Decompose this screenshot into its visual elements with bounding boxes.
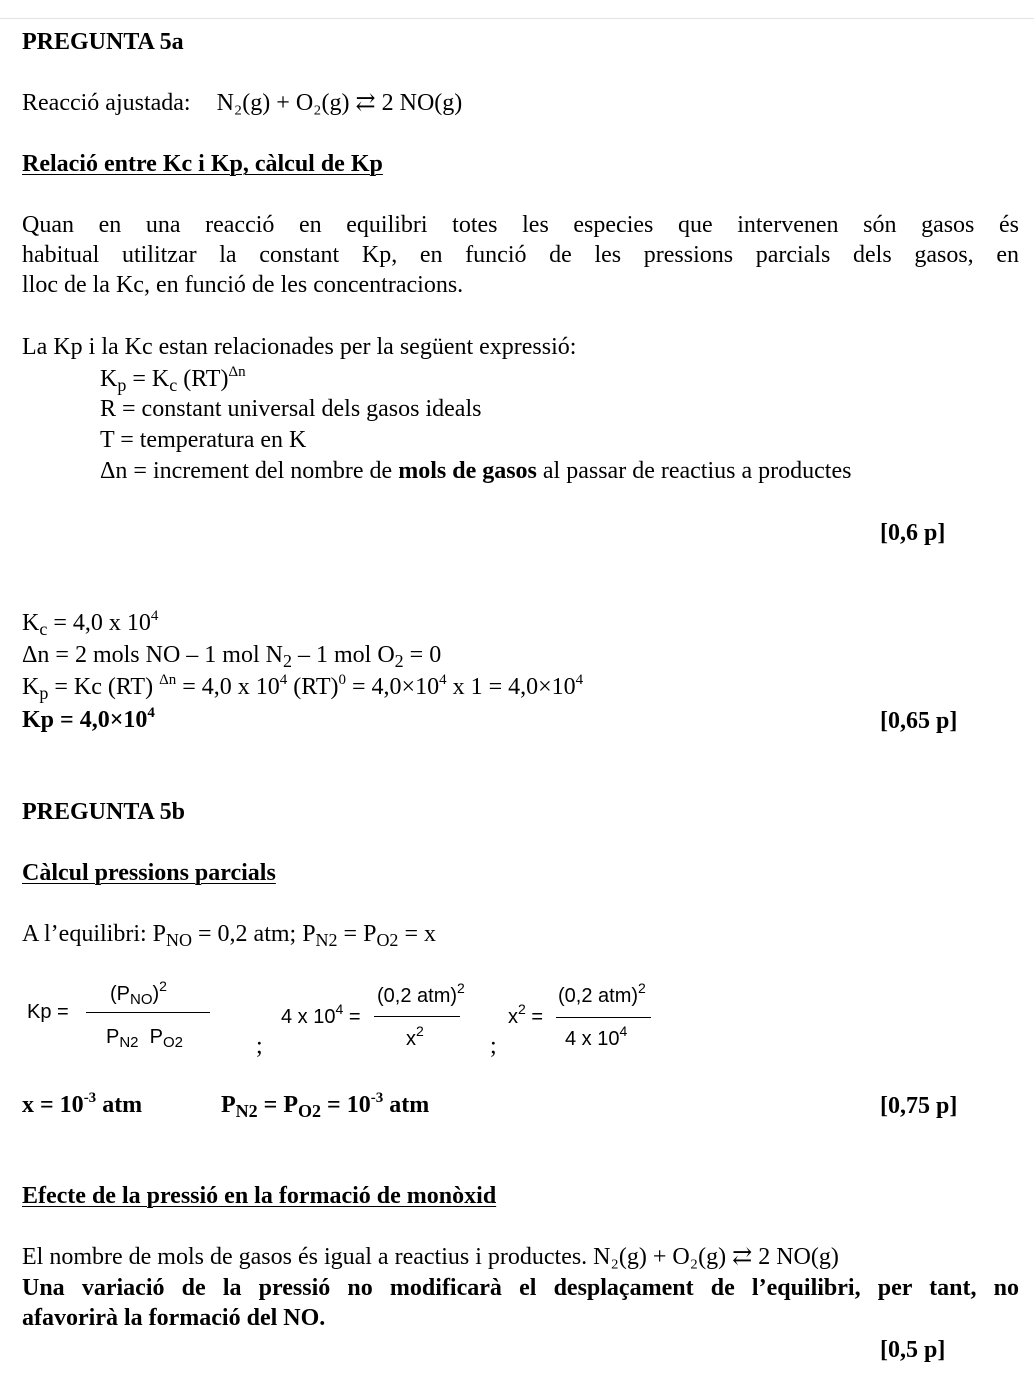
eq1-denominator: $P_{N2}$ $P_{O2}$ bbox=[106, 1026, 183, 1051]
eq1-numerator: $(P_{NO})^2$ bbox=[110, 978, 167, 1008]
intro-line-2: habitual utilitzar la constant Kp, en funció de les pressions parcials dels gasos, en bbox=[22, 242, 1019, 268]
eq1-fraction-bar bbox=[86, 1012, 210, 1013]
result-x: $x = 10^{-3}$ atm bbox=[22, 1090, 143, 1118]
eq2-fraction-bar bbox=[374, 1016, 460, 1017]
conclusion-line-1: Una variació de la pressió no modificarà el desplaçament de l’equilibri, per tant, no bbox=[22, 1275, 1019, 1301]
eq3-lhs: $x^2$ = bbox=[508, 1001, 544, 1028]
eq2-denominator: $x^2$ bbox=[406, 1023, 424, 1050]
eq2-lhs: 4 x $10^4$ = bbox=[281, 1001, 361, 1028]
separator-1: ; bbox=[256, 1033, 263, 1059]
intro-line-1: Quan en una reacció en equilibri totes les especies que intervenen són gasos és bbox=[22, 212, 1019, 238]
pressure-effect-text: El nombre de mols de gasos és igual a reactius i productes. N₂(g) + O₂(g) ⇄ 2 NO(g) bbox=[22, 1244, 839, 1270]
score-0-65: [0,65 p] bbox=[880, 708, 958, 734]
section-heading-pressure-effect: Efecte de la pressió en la formació de monòxid bbox=[22, 1183, 497, 1209]
reaction-label: Reacció ajustada: bbox=[22, 90, 191, 116]
separator-2: ; bbox=[490, 1033, 497, 1059]
calc-delta-n: Δn = 2 mols NO – 1 mol $N_2 - 1$ mol $O_2 = 0$ bbox=[22, 642, 442, 671]
kp-kc-formula: $K_p = K_c$ (RT)$^{\Delta n}$ bbox=[100, 364, 246, 395]
definition-t: T = temperatura en K bbox=[100, 427, 307, 453]
relation-intro: La Kp i la Kc estan relacionades per la següent expressió: bbox=[22, 334, 577, 360]
question-5b-title: PREGUNTA 5b bbox=[22, 799, 185, 825]
eq1-lhs: Kp = bbox=[27, 1001, 69, 1023]
calc-kp: $K_p = Kc$ (RT) $^{\Delta n}$ = 4,0 x $10^4$ $(RT)^0 = 4,0\times 10^4$ x $1 = 4,0\times 10^4$ bbox=[22, 672, 584, 703]
calc-kc: $K_c = 4,0$ x $10^4$ bbox=[22, 608, 159, 639]
intro-line-3: lloc de la Kc, en funció de les concentracions. bbox=[22, 272, 464, 298]
conclusion-line-2: afavorirà la formació del NO. bbox=[22, 1305, 326, 1331]
section-heading-kc-kp: Relació entre Kc i Kp, càlcul de Kp bbox=[22, 151, 383, 177]
kp-result: $Kp = 4,0\times 10^4$ bbox=[22, 705, 155, 733]
eq3-numerator: (0,2 atm)$^2$ bbox=[558, 980, 646, 1007]
reaction-equation: N₂(g) + O₂(g) ⇄ 2 NO(g) bbox=[216, 90, 463, 116]
balanced-reaction bbox=[22, 89, 462, 117]
result-partial-pressures: $P_{N2} = P_{O2} = 10^{-3}$ atm bbox=[221, 1090, 430, 1121]
question-5a-title: PREGUNTA 5a bbox=[22, 29, 184, 55]
eq3-fraction-bar bbox=[556, 1017, 651, 1018]
score-0-75: [0,75 p] bbox=[880, 1093, 958, 1119]
top-rule bbox=[0, 18, 1034, 19]
eq2-numerator: (0,2 atm)$^2$ bbox=[377, 980, 465, 1007]
score-0-6: [0,6 p] bbox=[880, 520, 946, 546]
equilibrium-pressures: A l’equilibri: $P_{NO} = 0,2$ atm; $P_{N2} = P_{O2} = x$ bbox=[22, 921, 436, 950]
section-heading-partial-pressures: Càlcul pressions parcials bbox=[22, 860, 276, 886]
eq3-denominator: 4 x $10^4$ bbox=[565, 1023, 628, 1050]
definition-r: R = constant universal dels gasos ideals bbox=[100, 396, 482, 422]
definition-delta-n: Δn = increment del nombre de mols de gasos al passar de reactius a productes bbox=[100, 458, 852, 484]
score-0-5: [0,5 p] bbox=[880, 1337, 946, 1363]
